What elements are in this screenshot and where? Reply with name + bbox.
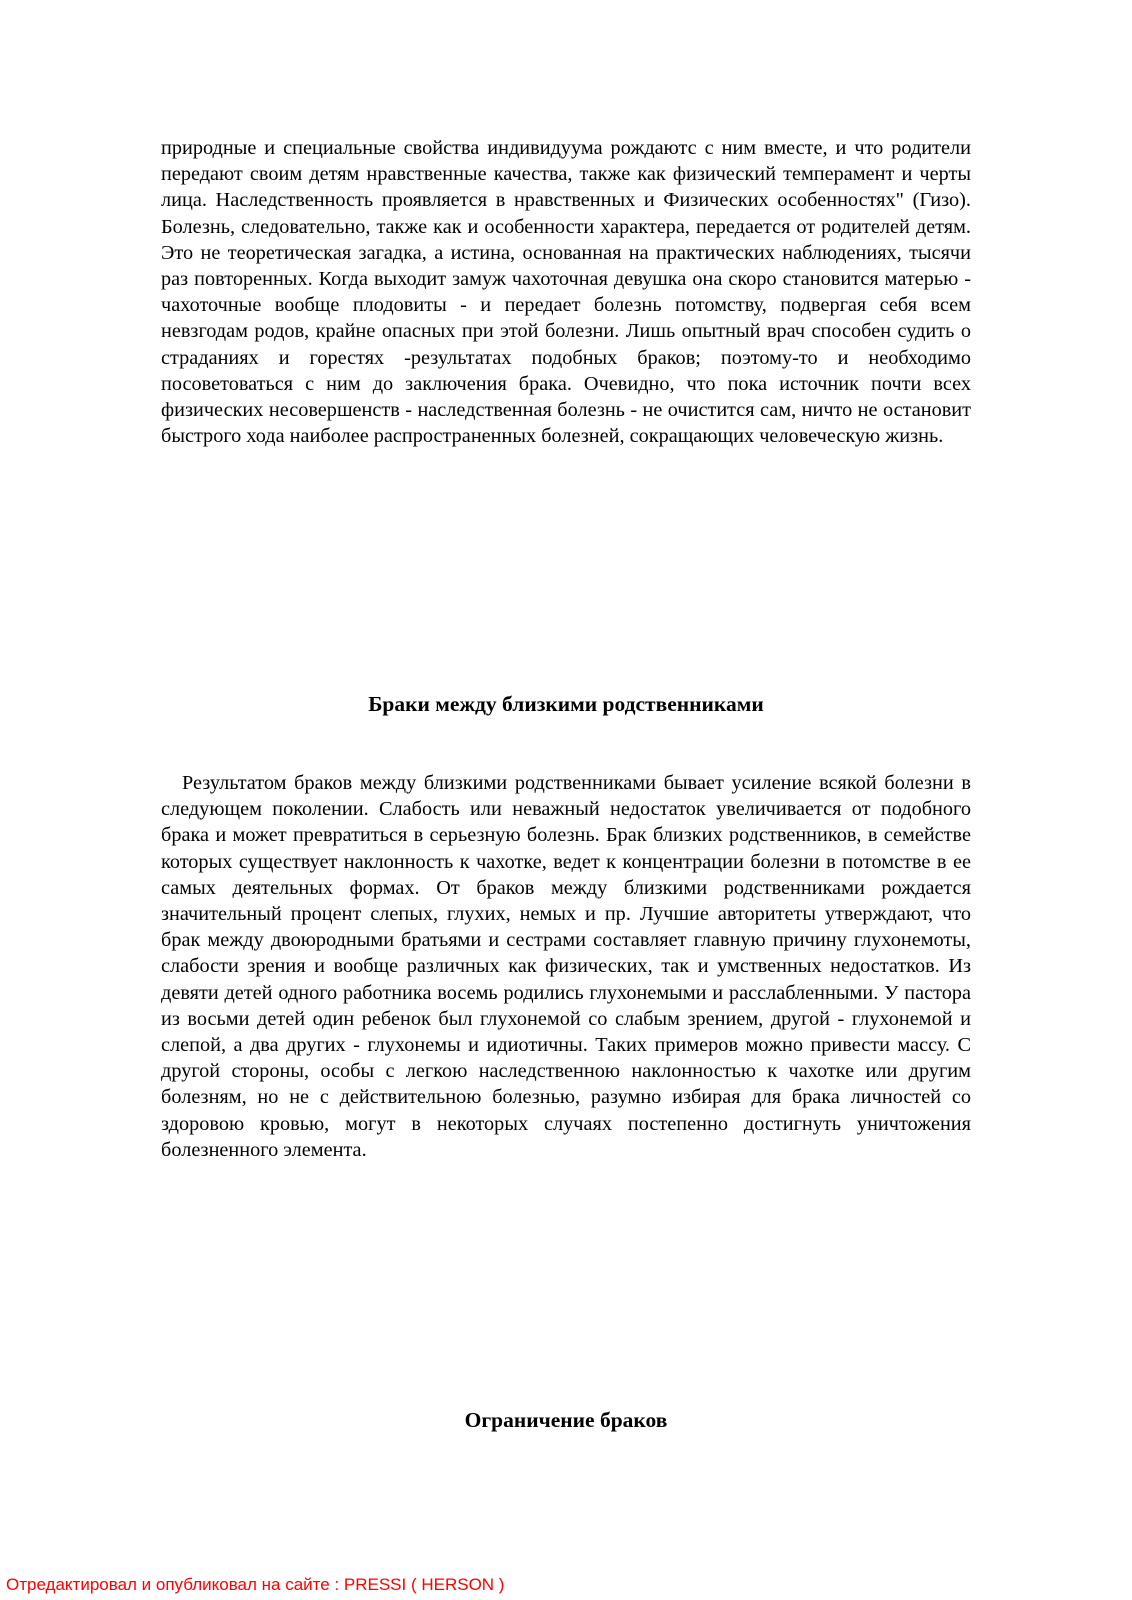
section-heading: Ограничение браков <box>464 1408 668 1432</box>
body-paragraph: Результатом браков между близкими родственниками бывает усиление всякой болезни в следующем поколении. Слабость или неважный недостаток увеличивается от подобного брака и может превратиться в серьезную болезнь. Брак близких родственников, в семействе которых существует наклонность к чахотке, ведет к концентрации болезни в потомстве в ее самых деятельных формах. От браков между близкими родственниками рождается значительный процент слепых, глухих, немых и пр. Лучшие авторитеты утверждают, что брак между двоюродными братьями и сестрами составляет главную причину глухонемоты, слабости зрения и вообще различных как физических, так и умственных недостатков. Из девяти детей одного работника восемь родились глухонемыми и расслабленными. У пастора из восьми детей один ребенок был глухонемой со слабым зрением, другой - глухонемой и слепой, а два других - глухонемы и идиотичны. Таких примеров можно привести массу. С другой стороны, особы с легкою наследственною наклонностью к чахотке или другим болезням, но не с действительною болезнью, разумно избирая для брака личностей со здоровою кровью, могут в некоторых случаях постепенно достигнуть уничтожения болезненного элемента. <box>161 772 971 1161</box>
body-paragraph: природные и специальные свойства индивидуума рождаютс с ним вместе, и что родители передают своим детям нравственные качества, также как физический темперамент и черты лица. Наследственность проявляется в нравственных и Физических особенностях" (Гизо). Болезнь, следовательно, также как и особенности характера, передается от родителей детям. Это не теоретическая загадка, а истина, основанная на практических наблюдениях, тысячи раз повторенных. Когда выходит замуж чахоточная девушка она скоро становится матерью - чахоточные вообще плодовиты - и передает болезнь потомству, подвергая себя всем невзгодам родов, крайне опасных при этой болезни. Лишь опытный врач способен судить о страданиях и горестях -результатах подобных браков; поэтому-то и необходимо посоветоваться с ним до заключения брака. Очевидно, что пока источник почти всех физических несовершенств - наследственная болезнь - не очистится сам, ничто не остановит быстрого хода наиболее распространенных болезней, сокращающих человеческую жизнь. <box>161 137 971 448</box>
section-heading: Браки между близкими родственниками <box>368 692 764 716</box>
footer-credit: Отредактировал и опубликовал на сайте : PRESSI ( HERSON ) <box>6 1575 505 1594</box>
